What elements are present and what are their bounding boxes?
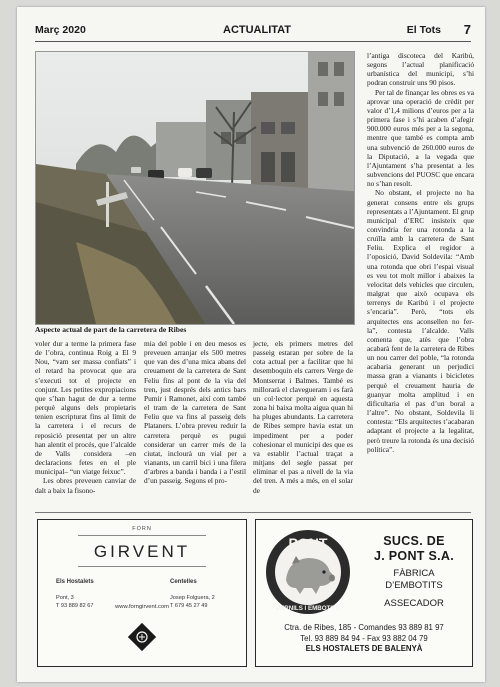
location-street: Josep Folguera, 2 — [170, 595, 215, 601]
article-paragraph: Per tal de finançar les obres es va aprovar una operació de crèdit per valor d’1,4 milions d’euros per a la primera fase i s’hi acaben d’afegir 900.000 euros més per a la segona, mentre que també es compta amb una subvenció de 260.000 euros de la Diputació, a la vegada que l’Ajuntament s’ha presentat a les subvencions del PUOSC que encara no s’han resolt. — [367, 87, 474, 189]
location-phone: T 93 889 82 67 — [56, 603, 94, 609]
article-column-1 — [35, 339, 136, 495]
location-street: Pont, 3 — [56, 595, 74, 601]
article-paragraph: voler dur a terme la primera fase de l’obra, continua Roig a El 9 Nou, “vam ser massa confiats” i el retard ha provocat que ara s’executi tot el projecte en conjunt. Les petites expropiacions que s’han hagut de dur a terme perquè alguns dels propietaris tenien escripturat fins al límit de la carretera i el recurs de reposició presentat per un altre han alentit el procés, que l’alcalde de Valls considera –en declaracions fetes en el ple municipal– “un viatge feixuc”. — [35, 339, 136, 477]
page-header — [35, 21, 471, 42]
article-paragraph: jecte, els primers metres del passeig estaran per sobre de la cota actual per a facilitar que hi desemboquin els carrers Verge de Montserrat i Balmes. També es millorarà el clavegueram i es farà un col·lector perquè en aquesta zona hi baixa molta aigua quan hi ha pluges abundants. La carretera de Ribes sempre havia estat un impediment per a poder cohesionar el municipi des que es va establir l’actual traçat a mitjans del segle passat per eliminar el pas a nivell de la via del tren. A més a més, en el solar de — [253, 339, 353, 495]
company-line-1: SUCS. DE — [383, 534, 445, 548]
svg-text:PERNILS I EMBOTITS: PERNILS I EMBOTITS — [276, 605, 340, 612]
address-line: Ctra. de Ribes, 185 - Comandes 93 889 81 97 — [284, 623, 444, 632]
article-column-2 — [144, 339, 246, 486]
article-paragraph: l’antiga discoteca del Karibú, segons l’actual planificació urbanística del municipi, s’hi podran construir uns 90 pisos. — [367, 51, 474, 88]
section-title: ACTUALITAT — [223, 24, 292, 36]
ad-kicker: FORN — [128, 526, 156, 532]
ad-rule — [78, 566, 206, 567]
article-paragraph: mia del poble i en deu mesos es preveuen arranjar els 500 metres que van des d’una mica abans del creuament de la carretera de Sant Feliu fins al pont de la via del tren, just després dels antics bars Pumir i Ramonet, així com també el tram de la carretera de Sant Feliu que va fins al passeig dels Plataners. L’obra preveu reduir la carretera perquè es pugui considerar un carrer més de la ciutat, inclourà un vial per a vianants, un carril bici i una filera d’arbres a banda i banda i a l’estil d’un passeig. Segons el pro- — [144, 339, 246, 486]
ad-rule — [78, 535, 206, 536]
photo-caption: Aspecte actual de part de la carretera de Ribes — [35, 325, 187, 334]
article-paragraph: Les obres preveuen canviar de dalt a baix la fisono- — [35, 476, 136, 495]
location-name: Els Hostalets — [56, 579, 94, 585]
article-column-right — [367, 51, 474, 454]
ad-brand-name: GIRVENT — [93, 542, 191, 561]
article-paragraph: No obstant, el projecte no ha generat consens entre els grups representats a l’Ajuntament. El grup municipal d’ERC insisteix que convindria fer una rotonda a la cruïlla amb la carretera de Sant Feliu. Explica el regidor a l’oposició, David Soldevila: “Amb una rotonda que obri l’espai visual es veu tot molt millor i abaixes la velocitat dels vehicles que circulen, malgrat que això ocupava els terrenys de Karibú i el projecte s’encaria”. Però, “tots els arquitectes ens aconsellen no fer-la”, contesta l’alcalde. Valls comenta que, atès que l’obra acabarà fent de la carretera de Ribes un nou carrer del poble, “la rotonda acabaria generant un perjudici massa gran a vianants i bicicletes perquè el creuament hauria de guanyar molta amplitud i en dificultaria el pas d’un boral a l’altre”. No obstant, Soldevila li contesta: “Els arquitectes t’acabaran adaptant el projecte a la legalitat, però treure la rotonda és una decisió política”. — [367, 188, 474, 454]
newspaper-page — [17, 7, 485, 682]
article-column-3 — [253, 339, 353, 495]
product-line-2: D’EMBOTITS — [385, 580, 443, 591]
pont-pig-logo — [262, 528, 354, 616]
company-line-2: J. PONT S.A. — [373, 549, 454, 563]
company-name — [360, 534, 468, 564]
location-phone: T 679 45 27 49 — [170, 603, 208, 609]
contact-block — [256, 623, 472, 655]
svg-text:PONT: PONT — [288, 535, 328, 551]
product-line-3: ASSECADOR — [384, 598, 444, 609]
road-photo — [35, 51, 355, 325]
product-line-1: FÀBRICA — [393, 568, 435, 579]
town-line: ELS HOSTALETS DE BALENYÀ — [305, 644, 423, 653]
ad-website: www.forngirvent.com — [115, 604, 169, 610]
girvent-badge-icon — [128, 623, 156, 651]
advertisement-girvent — [37, 519, 247, 667]
publication-name: El Tots — [406, 24, 441, 36]
location-name: Centelles — [170, 579, 197, 585]
issue-month: Març 2020 — [35, 24, 86, 36]
phone-line: Tel. 93 889 84 94 - Fax 93 882 04 79 — [300, 633, 428, 643]
advertisement-pont — [255, 519, 473, 667]
page-number: 7 — [463, 22, 471, 37]
product-label — [360, 568, 468, 592]
ads-divider — [35, 512, 471, 513]
